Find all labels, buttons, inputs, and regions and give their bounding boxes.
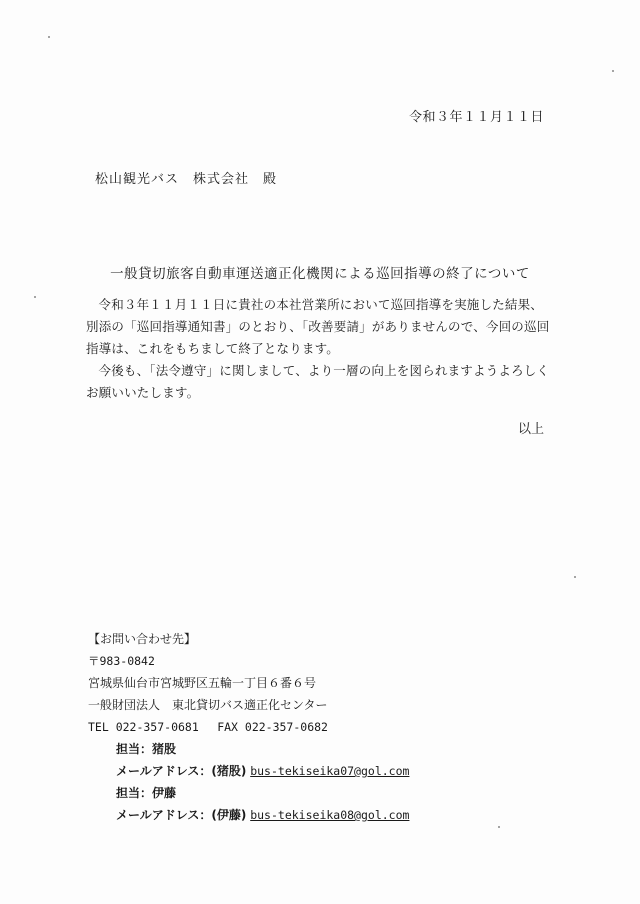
contact-phone-fax: TEL 022-357-0681 FAX 022-357-0682 [88, 720, 328, 734]
contact-person-1: 担当：猪股 [116, 742, 177, 756]
scan-speck [48, 36, 50, 38]
letter-body [86, 294, 550, 404]
body-paragraph: 令和３年１１月１１日に貴社の本社営業所において巡回指導を実施した結果、別添の「巡回指導通知書」のとおり、「改善要請」がありませんので、今回の巡回指導は、これをもちまして終了となります。 [86, 297, 550, 356]
email-link-2[interactable]: bus-tekiseika08@gol.com [250, 808, 410, 822]
contact-address: 宮城県仙台市宮城野区五輪一丁目６番６号 [88, 676, 317, 690]
contact-email-row-1 [88, 760, 568, 782]
letter-closing: 以上 [517, 422, 544, 437]
letter-date: 令和３年１１月１１日 [408, 110, 544, 125]
scan-speck [612, 70, 614, 72]
letter-title: 一般貸切旅客自動車運送適正化機関による巡回指導の終了について [110, 266, 530, 282]
email-label-2: メールアドレス：(伊藤) [116, 808, 247, 822]
contact-heading: 【お問い合わせ先】 [88, 632, 197, 646]
email-label-1: メールアドレス：(猪股) [116, 764, 247, 778]
scan-speck [574, 576, 576, 578]
scan-speck [34, 296, 36, 298]
contact-person-2: 担当：伊藤 [116, 786, 177, 800]
email-link-1[interactable]: bus-tekiseika07@gol.com [250, 764, 410, 778]
contact-organization: 一般財団法人 東北貸切バス適正化センター [88, 698, 328, 712]
letter-addressee: 松山観光バス 株式会社 殿 [95, 172, 278, 187]
scan-speck [498, 826, 500, 828]
contact-block [88, 628, 568, 826]
contact-postal-code: 〒983-0842 [88, 654, 155, 668]
contact-email-row-2 [88, 804, 568, 826]
body-paragraph: 今後も、「法令遵守」に関しまして、より一層の向上を図られますようよろしくお願いいたします。 [86, 363, 550, 400]
